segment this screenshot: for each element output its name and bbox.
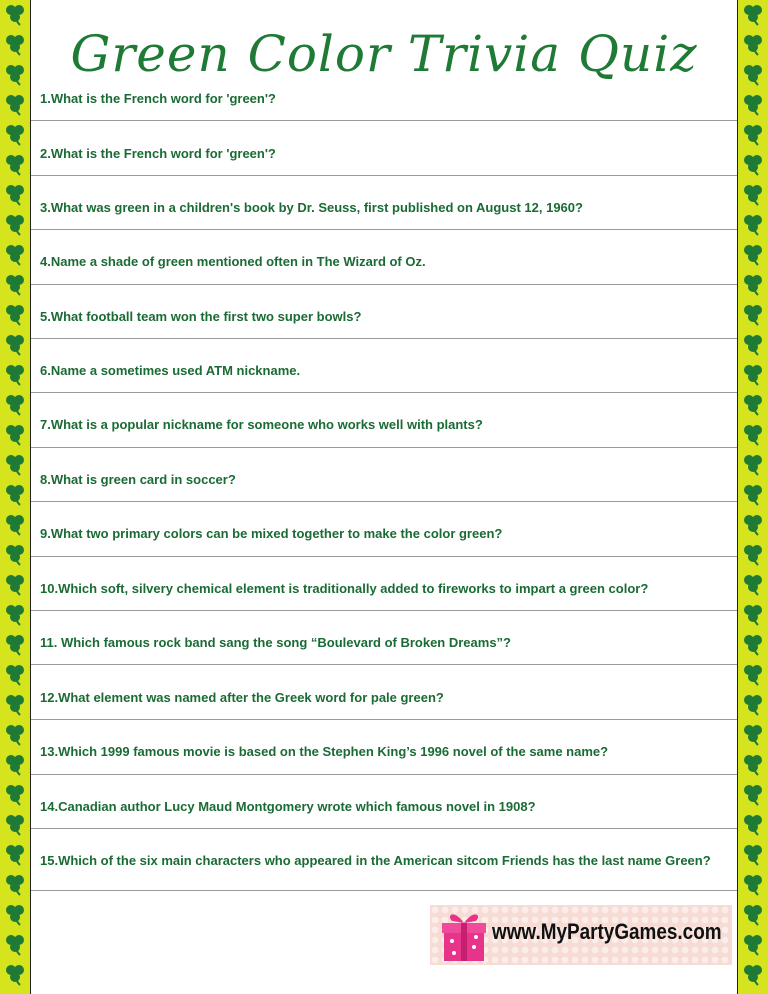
question-row [31,404,737,448]
question-row [31,786,737,829]
shamrock-icon [741,332,765,356]
shamrock-icon [741,302,765,326]
shamrock-icon [3,272,27,296]
shamrock-icon [3,542,27,566]
shamrock-icon [3,392,27,416]
shamrock-icon [3,242,27,266]
shamrock-icon [3,92,27,116]
question-text: 13.Which 1999 famous movie is based on the Stephen King’s 1996 novel of the same name? [40,744,609,759]
question-row [31,677,737,720]
shamrock-icon [741,272,765,296]
shamrock-icon [741,392,765,416]
shamrock-icon [741,872,765,896]
shamrock-icon [741,2,765,26]
question-row [31,296,737,339]
shamrock-icon [741,422,765,446]
question-text: 15.Which of the six main characters who appeared in the American sitcom Friends has the last name Green? [40,853,711,868]
shamrock-icon [741,812,765,836]
shamrock-icon [3,182,27,206]
shamrock-icon [741,182,765,206]
shamrock-icon [741,632,765,656]
shamrock-icon [3,2,27,26]
shamrock-icon [3,482,27,506]
shamrock-icon [741,572,765,596]
shamrock-icon [741,602,765,626]
shamrock-icon [741,122,765,146]
shamrock-icon [3,902,27,926]
shamrock-icon [3,302,27,326]
shamrock-icon [741,62,765,86]
shamrock-icon [3,602,27,626]
question-text: 8.What is green card in soccer? [40,472,236,487]
shamrock-icon [3,152,27,176]
shamrock-icon [3,62,27,86]
shamrock-icon [3,512,27,536]
shamrock-icon [3,782,27,806]
shamrock-icon [3,122,27,146]
question-text: 7.What is a popular nickname for someone who works well with plants? [40,417,483,432]
question-row [31,622,737,665]
shamrock-icon [3,752,27,776]
shamrock-icon [741,752,765,776]
question-row [31,840,737,891]
right-shamrock-border [737,0,768,994]
shamrock-icon [3,422,27,446]
shamrock-icon [741,362,765,386]
shamrock-icon [741,512,765,536]
shamrock-icon [3,362,27,386]
question-text: 5.What football team won the first two super bowls? [40,309,362,324]
shamrock-icon [741,842,765,866]
shamrock-icon [3,692,27,716]
shamrock-icon [3,452,27,476]
shamrock-icon [741,32,765,56]
question-row [31,513,737,557]
promo-banner[interactable] [430,905,732,965]
question-text: 4.Name a shade of green mentioned often in The Wizard of Oz. [40,254,426,269]
question-row [31,459,737,502]
question-text: 2.What is the French word for 'green'? [40,146,276,161]
question-row [31,133,737,176]
shamrock-icon [741,902,765,926]
shamrock-icon [3,332,27,356]
shamrock-icon [3,632,27,656]
shamrock-icon [741,662,765,686]
shamrock-icon [741,212,765,236]
question-text: 1.What is the French word for 'green'? [40,91,276,106]
shamrock-icon [741,92,765,116]
shamrock-icon [741,962,765,986]
question-row [31,731,737,775]
shamrock-icon [741,782,765,806]
shamrock-icon [741,152,765,176]
shamrock-icon [3,872,27,896]
question-text: 3.What was green in a children's book by Dr. Seuss, first published on August 12, 1960? [40,200,583,215]
question-text: 9.What two primary colors can be mixed together to make the color green? [40,526,503,541]
shamrock-icon [3,932,27,956]
question-text: 6.Name a sometimes used ATM nickname. [40,363,301,378]
question-row [31,78,737,121]
page-title: Green Color Trivia Quiz [70,25,698,83]
shamrock-icon [741,452,765,476]
question-text: 11. Which famous rock band sang the song “Boulevard of Broken Dreams”? [40,635,511,650]
shamrock-icon [3,812,27,836]
left-shamrock-border [0,0,31,994]
question-row [31,568,737,611]
shamrock-icon [741,482,765,506]
question-row [31,350,737,393]
question-text: 14.Canadian author Lucy Maud Montgomery wrote which famous novel in 1908? [40,799,536,814]
shamrock-icon [741,692,765,716]
shamrock-icon [741,722,765,746]
shamrock-icon [3,32,27,56]
promo-url[interactable]: www.MyPartyGames.com [492,919,722,944]
shamrock-icon [3,842,27,866]
shamrock-icon [741,242,765,266]
shamrock-icon [3,572,27,596]
shamrock-icon [3,962,27,986]
gift-icon [440,907,488,963]
shamrock-icon [741,932,765,956]
question-row [31,187,737,230]
question-row [31,241,737,285]
shamrock-icon [741,542,765,566]
question-text: 10.Which soft, silvery chemical element is traditionally added to fireworks to impart a green color? [40,581,649,596]
shamrock-icon [3,662,27,686]
question-text: 12.What element was named after the Greek word for pale green? [40,690,444,705]
shamrock-icon [3,722,27,746]
shamrock-icon [3,212,27,236]
